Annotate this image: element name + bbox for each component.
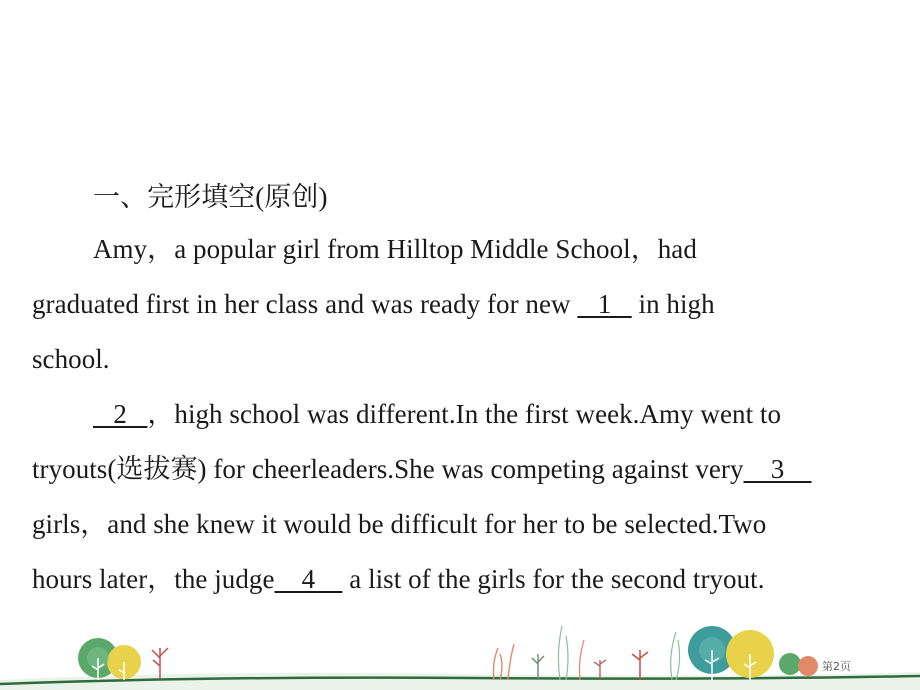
- footer-landscape-illustration: [0, 600, 920, 690]
- passage-line-6: [32, 507, 766, 541]
- middle-reed-icon: [558, 626, 568, 680]
- line-text: hours later，the judge: [32, 564, 275, 594]
- line-text: school.: [32, 344, 110, 374]
- line-text: graduated first in her class and was ready for new: [32, 289, 578, 319]
- line-text: ，high school was different.In the first week.Amy went to: [147, 399, 782, 429]
- passage-line-2: [32, 287, 715, 321]
- line-text: girls，and she knew it would be difficult for her to be selected.Two: [32, 509, 767, 539]
- passage-line-1: [93, 232, 697, 266]
- line-text: Amy，a popular girl from Hilltop Middle School，had: [93, 234, 697, 264]
- passage-line-4: [93, 397, 781, 431]
- passage-line-7: [32, 562, 765, 596]
- left-bare-tree-icon: [152, 648, 168, 678]
- blank-2: 2: [93, 399, 148, 429]
- blank-4: 4: [274, 564, 343, 594]
- passage-line-3: [32, 342, 110, 376]
- blank-1: 1: [577, 289, 632, 319]
- page-number: 第2页: [822, 660, 851, 673]
- right-bush-icon: [779, 653, 801, 675]
- right-bare-tree-icon: [632, 650, 648, 680]
- section-heading: 一、完形填空(原创): [93, 182, 328, 212]
- line-text: tryouts(选拔赛) for cheerleaders.She was competing against very: [32, 454, 744, 484]
- line-text: in high: [631, 289, 715, 319]
- line-text: a list of the girls for the second tryout.: [342, 564, 765, 594]
- passage-line-5: [32, 452, 811, 486]
- blank-3: 3: [743, 454, 812, 484]
- right-bush-orange-icon: [798, 656, 818, 676]
